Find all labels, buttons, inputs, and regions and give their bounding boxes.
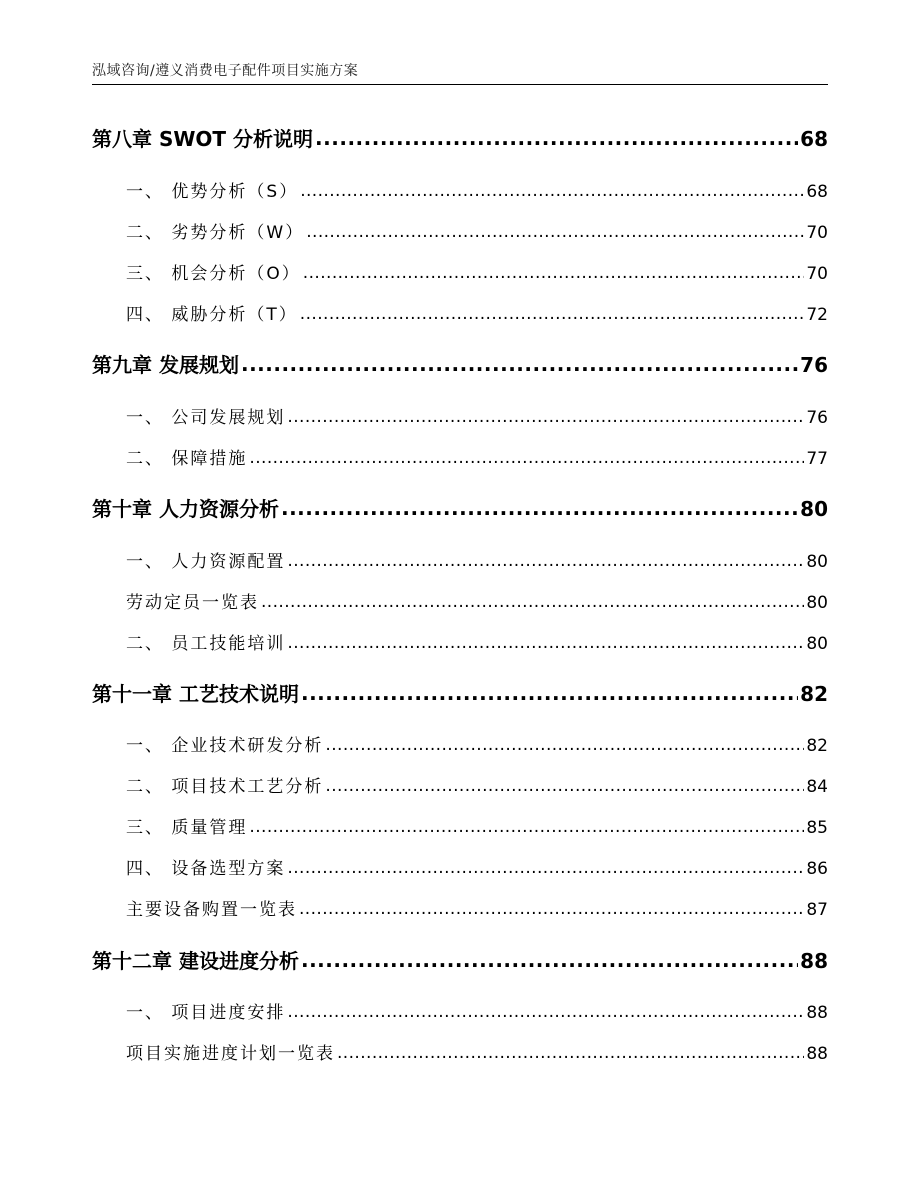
toc-entry-label: 二、 保障措施	[126, 449, 248, 469]
toc-section[interactable]	[126, 1039, 828, 1064]
toc-page-number: 77	[806, 449, 828, 469]
toc-section[interactable]	[126, 403, 828, 428]
toc-dot-leader	[261, 592, 804, 612]
toc-entry-label: 三、 机会分析（O）	[126, 264, 301, 284]
toc-entry-label: 第十一章 工艺技术说明	[92, 682, 299, 706]
toc-page-number: 80	[806, 593, 828, 613]
toc-section[interactable]	[126, 854, 828, 879]
toc-page-number: 68	[806, 182, 828, 202]
toc-page-number: 76	[800, 353, 828, 377]
toc-entry-label: 一、 企业技术研发分析	[126, 736, 324, 756]
header-divider	[92, 84, 828, 85]
toc-section[interactable]	[126, 731, 828, 756]
toc-entry-label: 第十二章 建设进度分析	[92, 949, 299, 973]
toc-section[interactable]	[126, 629, 828, 654]
toc-dot-leader	[315, 126, 798, 150]
toc-section[interactable]	[126, 300, 828, 325]
toc-page-number: 80	[806, 552, 828, 572]
toc-dot-leader	[300, 304, 805, 324]
toc-section[interactable]	[126, 547, 828, 572]
toc-page-number: 86	[806, 859, 828, 879]
toc-chapter-12[interactable]	[92, 945, 828, 974]
toc-dot-leader	[301, 948, 798, 972]
toc-entry-label: 一、 优势分析（S）	[126, 182, 299, 202]
page-header: 泓域咨询/遵义消费电子配件项目实施方案	[92, 63, 359, 79]
toc-page-number: 68	[800, 127, 828, 151]
toc-chapter-10[interactable]	[92, 493, 828, 522]
toc-dot-leader	[287, 407, 804, 427]
toc-page-number: 72	[806, 305, 828, 325]
toc-page-number: 85	[806, 818, 828, 838]
toc-section[interactable]	[126, 895, 828, 920]
toc-dot-leader	[287, 858, 804, 878]
toc-chapter-8[interactable]	[92, 123, 828, 152]
toc-dot-leader	[287, 1002, 804, 1022]
toc-section[interactable]	[126, 998, 828, 1023]
toc-entry-label: 二、 项目技术工艺分析	[126, 777, 324, 797]
toc-chapter-9[interactable]	[92, 349, 828, 378]
toc-dot-leader	[287, 551, 804, 571]
toc-dot-leader	[301, 681, 798, 705]
toc-page-number: 76	[806, 408, 828, 428]
toc-section[interactable]	[126, 813, 828, 838]
toc-page-number: 70	[806, 223, 828, 243]
toc-dot-leader	[306, 222, 804, 242]
toc-page-number: 88	[806, 1044, 828, 1064]
toc-entry-label: 一、 项目进度安排	[126, 1003, 286, 1023]
toc-dot-leader	[325, 776, 804, 796]
toc-section[interactable]	[126, 218, 828, 243]
toc-page-number: 87	[806, 900, 828, 920]
toc-dot-leader	[287, 633, 804, 653]
toc-dot-leader	[325, 735, 804, 755]
toc-dot-leader	[300, 181, 804, 201]
toc-page-number: 88	[800, 949, 828, 973]
toc-entry-label: 四、 威胁分析（T）	[126, 305, 298, 325]
toc-entry-label: 四、 设备选型方案	[126, 859, 286, 879]
toc-page-number: 80	[800, 497, 828, 521]
toc-entry-label: 一、 公司发展规划	[126, 408, 286, 428]
toc-page-number: 82	[800, 682, 828, 706]
toc-entry-label: 项目实施进度计划一览表	[126, 1044, 335, 1064]
toc-section[interactable]	[126, 444, 828, 469]
toc-page-number: 80	[806, 634, 828, 654]
toc-entry-label: 二、 劣势分析（W）	[126, 223, 305, 243]
toc-entry-label: 二、 员工技能培训	[126, 634, 286, 654]
toc-dot-leader	[249, 817, 804, 837]
toc-entry-label: 劳动定员一览表	[126, 593, 259, 613]
toc-page-number: 88	[806, 1003, 828, 1023]
toc-dot-leader	[241, 352, 798, 376]
toc-section[interactable]	[126, 259, 828, 284]
toc-section[interactable]	[126, 772, 828, 797]
toc-entry-label: 主要设备购置一览表	[126, 900, 297, 920]
toc-section[interactable]	[126, 177, 828, 202]
toc-chapter-11[interactable]	[92, 678, 828, 707]
toc-entry-label: 第十章 人力资源分析	[92, 497, 279, 521]
toc-entry-label: 第八章 SWOT 分析说明	[92, 127, 314, 151]
toc-entry-label: 一、 人力资源配置	[126, 552, 286, 572]
toc-page-number: 82	[806, 736, 828, 756]
toc-section[interactable]	[126, 588, 828, 613]
toc-dot-leader	[249, 448, 804, 468]
toc-page-number: 70	[806, 264, 828, 284]
toc-page-number: 84	[806, 777, 828, 797]
toc-dot-leader	[337, 1043, 804, 1063]
toc-entry-label: 第九章 发展规划	[92, 353, 239, 377]
toc-dot-leader	[303, 263, 805, 283]
toc-dot-leader	[299, 899, 804, 919]
toc-dot-leader	[281, 496, 798, 520]
toc-entry-label: 三、 质量管理	[126, 818, 248, 838]
